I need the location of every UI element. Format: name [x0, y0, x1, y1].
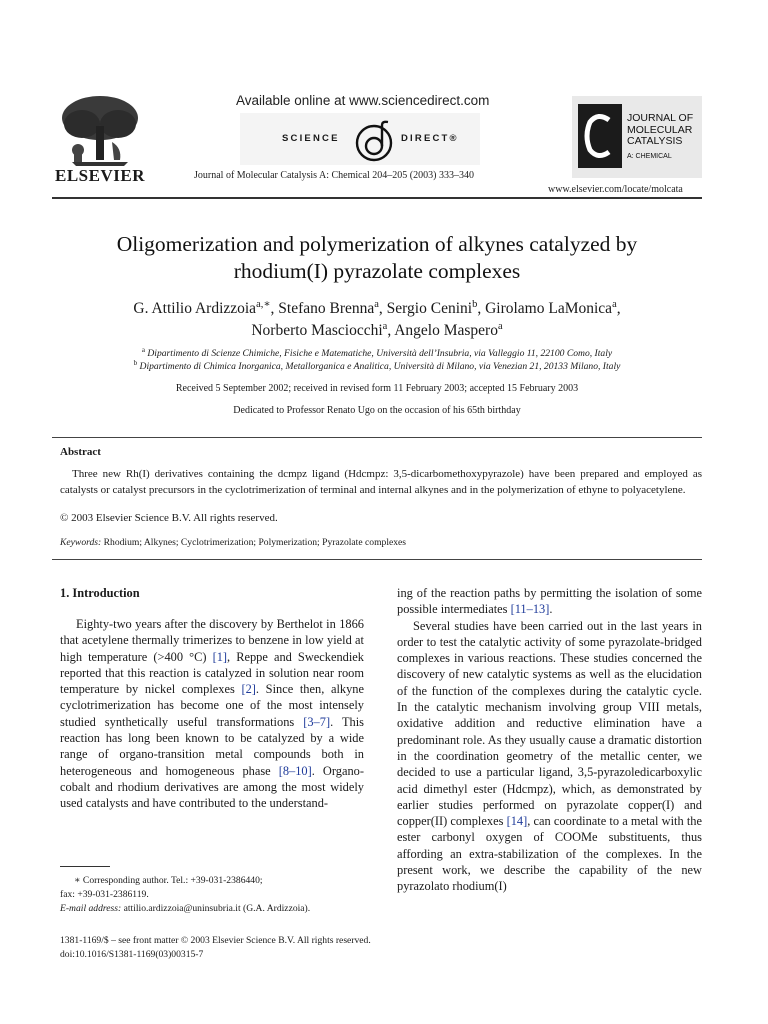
abstract-top-rule: [52, 437, 702, 438]
author-name[interactable]: Girolamo LaMonica: [485, 300, 613, 317]
journal-logo-line: CATALYSIS: [627, 135, 683, 147]
citation-link[interactable]: [8–10]: [278, 763, 312, 778]
author-affil-mark: a: [374, 299, 379, 310]
author-name[interactable]: Angelo Maspero: [394, 322, 498, 339]
dedication: Dedicated to Professor Renato Ugo on the occasion of his 65th birthday: [233, 405, 521, 416]
author-affil-mark: a,∗: [256, 299, 271, 310]
email-address-link[interactable]: attilio.ardizzoia@uninsubria.it (G.A. Ardizzoia).: [123, 903, 311, 914]
body-text: . Organo-cobalt and rhodium derivatives are among the most widely used catalysts and have contributed to the understand-: [60, 763, 364, 811]
author-affil-mark: b: [472, 299, 478, 310]
footer-doi-link[interactable]: doi:10.1016/S1381-1169(03)00315-7: [60, 949, 204, 960]
affiliation-mark: a: [141, 346, 145, 354]
footnote-email: [60, 902, 370, 916]
header-divider: [52, 197, 702, 199]
abstract-bottom-rule: [52, 559, 702, 560]
abstract-body: [60, 466, 702, 498]
author-name[interactable]: Norberto Masciocchi: [251, 322, 383, 339]
email-label: E-mail address:: [60, 903, 122, 914]
body-text: . Since then, alkyne cyclotrimerization has become one of the most intensely studied synthetically useful transformations: [60, 682, 364, 729]
footnote: [60, 874, 370, 916]
keywords: [60, 537, 406, 548]
affiliation-mark: b: [133, 358, 138, 367]
page-footer: [60, 934, 371, 962]
keywords-label: Keywords:: [60, 537, 102, 548]
body-text: , can coordinate to a metal with the ester carbonyl oxygen of COOMe substituents, thus affording an extra-stabilization of the complexes. In the present work, we describe the capability of the new pyrazolato rhodium(I): [397, 814, 702, 894]
journal-logo-line: JOURNAL OF: [627, 112, 694, 124]
received-dates: Received 5 September 2002; received in revised form 11 February 2003; accepted 15 February 2003: [175, 383, 579, 394]
sciencedirect-left-text: SCIENCE: [282, 133, 340, 144]
abstract-text: Three new Rh(I) derivatives containing the dcmpz ligand (Hdcmpz: 3,5-dicarbomethoxypyrazole) have been prepared and employed as catalysts or catalyst precursors in the cyclotrimerization of terminal and internal alkynes and in the polymerization of ethyne to polyacetylene.: [60, 468, 702, 496]
affiliation-text: Dipartimento di Scienze Chimiche, Fisiche e Matematiche, Università dell’Insubria, via Valleggio 11, 22100 Como, Italy: [147, 348, 613, 359]
author-name[interactable]: Stefano Brenna: [278, 300, 375, 317]
available-online-text[interactable]: Available online at www.sciencedirect.com: [236, 93, 490, 108]
footnote-rule: [60, 866, 110, 867]
body-text: . This reaction has long been known to be catalyzed by a wide range of organo-transition metal compounds both in heterogeneous and homogeneous phase: [60, 714, 364, 778]
sciencedirect-right-text: DIRECT®: [401, 133, 459, 144]
sciencedirect-d-icon: [350, 119, 400, 163]
citation-link[interactable]: [11–13]: [510, 602, 550, 617]
intro-paragraph: [397, 618, 702, 895]
abstract-copyright: © 2003 Elsevier Science B.V. All rights reserved.: [60, 512, 278, 524]
citation-link[interactable]: [3–7]: [303, 714, 331, 729]
intro-left-column: [60, 616, 364, 812]
footnote-corresponding: ∗ Corresponding author. Tel.: +39-031-2386440;: [74, 875, 263, 886]
citation-link[interactable]: [1]: [212, 649, 228, 664]
footnote-fax: fax: +39-031-2386119.: [60, 889, 149, 900]
citation-link[interactable]: [14]: [506, 814, 528, 829]
title-line: Oligomerization and polymerization of alkynes catalyzed by: [116, 232, 638, 256]
author-affil-mark: a: [497, 321, 503, 332]
body-text: ing of the reaction paths by permitting the isolation of some possible intermediates: [397, 586, 702, 617]
author-affil-mark: a: [382, 321, 388, 332]
author-name[interactable]: G. Attilio Ardizzoia: [133, 300, 257, 317]
body-text: .: [549, 602, 553, 617]
journal-logo-line: MOLECULAR: [627, 123, 693, 136]
title-line: rhodium(I) pyrazolate complexes: [233, 259, 521, 283]
affiliation-text: Dipartimento di Chimica Inorganica, Metallorganica e Analitica, Università di Milano, via Venezian 21, 20133 Milano, Italy: [139, 360, 621, 372]
publisher-name: ELSEVIER: [55, 166, 145, 185]
body-text: Several studies have been carried out in the last years in order to test the catalytic activity of some pyrazolate-bridged complexes in various reactions. These studies concerned the discovery of new catalytic systems as well as the elucidation of the function of the complexes during the catalytic cycle. In the catalytic mechanism involving group VIII metals, oxidative addition and reductive elimination have a predominant role. As they usually cause a dramatic distortion in the coordination geometry of the metallic center, we decided to use a particular ligand, 3,5-pyrazoledicarboxylic acid dimethyl ester (Hdcmpz), which, as demonstrated by earlier studies performed on pyrazolate copper(I) and copper(II) complexes: [397, 618, 702, 829]
author-affil-mark: a: [612, 299, 617, 310]
intro-right-column: [397, 585, 702, 895]
journal-url-link[interactable]: www.elsevier.com/locate/molcata: [548, 184, 683, 195]
footer-issn: 1381-1169/$ – see front matter © 2003 Elsevier Science B.V. All rights reserved.: [60, 935, 371, 946]
body-text: Eighty-two years after the discovery by Berthelot in 1866 that acetylene thermally trimerizes to benzene in low yield at high temperature (>400 °C): [60, 617, 364, 664]
journal-logo-vertical-strip: [612, 104, 622, 168]
intro-paragraph: [60, 616, 364, 812]
journal-citation: Journal of Molecular Catalysis A: Chemical 204–205 (2003) 333–340: [194, 170, 474, 181]
citation-link[interactable]: [2]: [241, 682, 256, 697]
journal-logo-subtitle: A: CHEMICAL: [627, 153, 672, 160]
abstract-heading: Abstract: [60, 446, 101, 458]
article-title: [52, 231, 702, 285]
author-list: G. Attilio Ardizzoia$^{a,∗}$, Stefano Brenna$^a$, Sergio Cenini$^b$, Girolamo LaMonica$^a$, Norberto Masciocchi$^a$, Angelo Maspero$^a$: [133, 299, 621, 339]
author-name[interactable]: Sergio Cenini: [386, 300, 473, 317]
body-text: , Reppe and Sweckendiek reported that this reaction is catalyzed in solution near room temperature by nickel complexes: [60, 649, 364, 697]
keywords-list: Rhodium; Alkynes; Cyclotrimerization; Polymerization; Pyrazolate complexes: [103, 537, 407, 548]
section-heading-introduction: 1. Introduction: [60, 586, 140, 600]
affiliations: [52, 348, 702, 373]
journal-logo-title: [627, 113, 693, 148]
intro-paragraph-continued: [397, 585, 702, 618]
